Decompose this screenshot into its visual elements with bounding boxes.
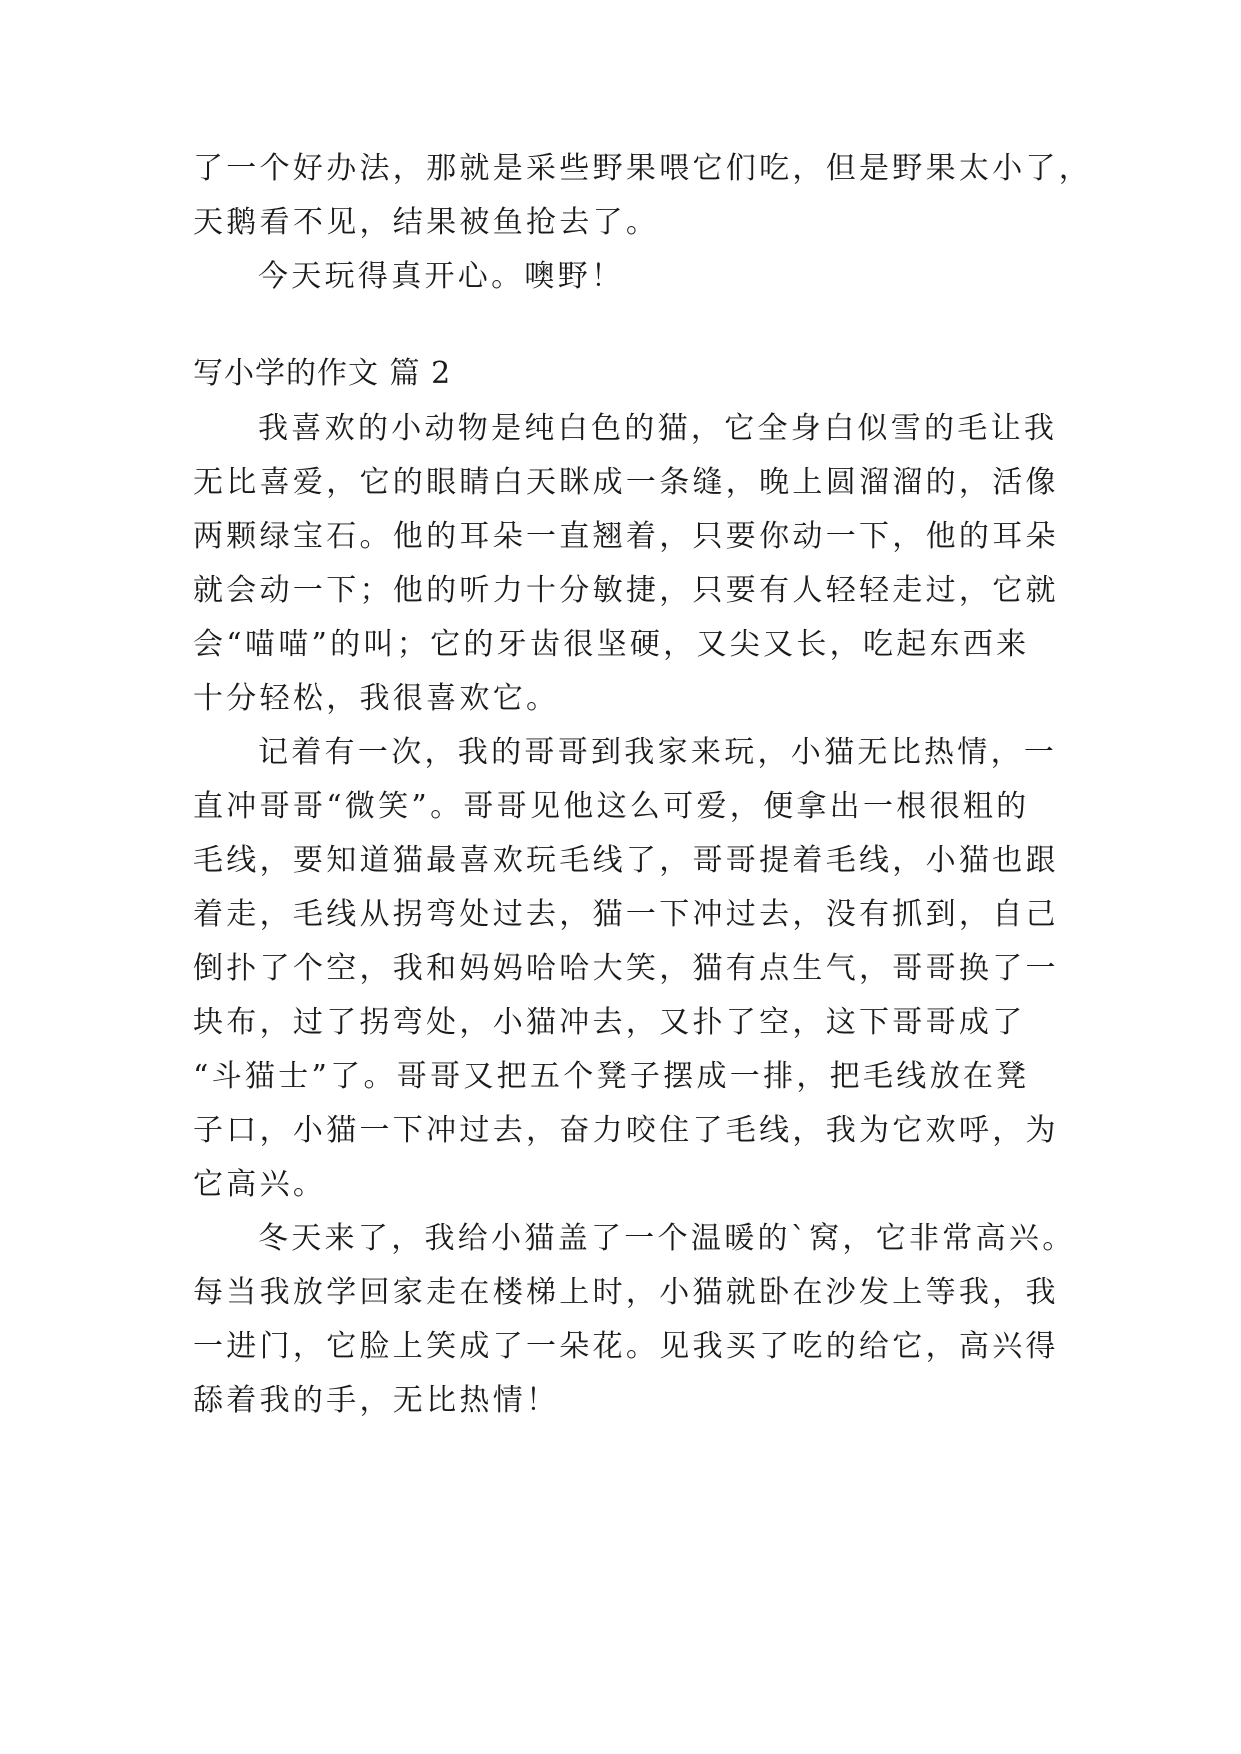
text-line: 记着有一次，我的哥哥到我家来玩，小猫无比热情，一 xyxy=(258,735,1058,770)
text-line: 它高兴。 xyxy=(193,1167,327,1202)
text-line: “斗猫士”了。哥哥又把五个凳子摆成一排，把毛线放在凳 xyxy=(193,1059,1030,1094)
text-line: 块布，过了拐弯处，小猫冲去，又扑了空，这下哥哥成了 xyxy=(193,1005,1026,1040)
text-line: 十分轻松，我很喜欢它。 xyxy=(193,681,560,716)
text-line: 直冲哥哥“微笑”。哥哥见他这么可爱，便拿出一根很粗的 xyxy=(193,789,1030,824)
text-line: 毛线，要知道猫最喜欢玩毛线了，哥哥提着毛线，小猫也跟 xyxy=(193,843,1059,878)
text-line: 每当我放学回家走在楼梯上时，小猫就卧在沙发上等我，我 xyxy=(193,1275,1059,1310)
text-line: 子口，小猫一下冲过去，奋力咬住了毛线，我为它欢呼，为 xyxy=(193,1113,1059,1148)
text-line: 着走，毛线从拐弯处过去，猫一下冲过去，没有抓到，自己 xyxy=(193,897,1059,932)
text-line: 就会动一下；他的听力十分敏捷，只要有人轻轻走过，它就 xyxy=(193,573,1059,608)
text-line: 两颗绿宝石。他的耳朵一直翘着，只要你动一下，他的耳朵 xyxy=(193,519,1059,554)
text-line: 会“喵喵”的叫；它的牙齿很坚硬，又尖又长，吃起东西来 xyxy=(193,627,1030,662)
text-line: 倒扑了个空，我和妈妈哈哈大笑，猫有点生气，哥哥换了一 xyxy=(193,951,1059,986)
text-line: 舔着我的手，无比热情！ xyxy=(193,1383,560,1418)
text-line: 无比喜爱，它的眼睛白天眯成一条缝，晚上圆溜溜的，活像 xyxy=(193,465,1059,500)
text-line: 今天玩得真开心。噢野！ xyxy=(258,259,625,294)
text-line: 冬天来了，我给小猫盖了一个温暖的`窝，它非常高兴。 xyxy=(258,1221,1076,1256)
text-line: 我喜欢的小动物是纯白色的猫，它全身白似雪的毛让我 xyxy=(258,411,1058,446)
section-title: 写小学的作文 篇 2 xyxy=(193,356,452,391)
text-line: 了一个好办法，那就是采些野果喂它们吃，但是野果太小了， xyxy=(193,151,1093,186)
text-line: 天鹅看不见，结果被鱼抢去了。 xyxy=(193,205,660,240)
text-line: 一进门，它脸上笑成了一朵花。见我买了吃的给它，高兴得 xyxy=(193,1329,1059,1364)
